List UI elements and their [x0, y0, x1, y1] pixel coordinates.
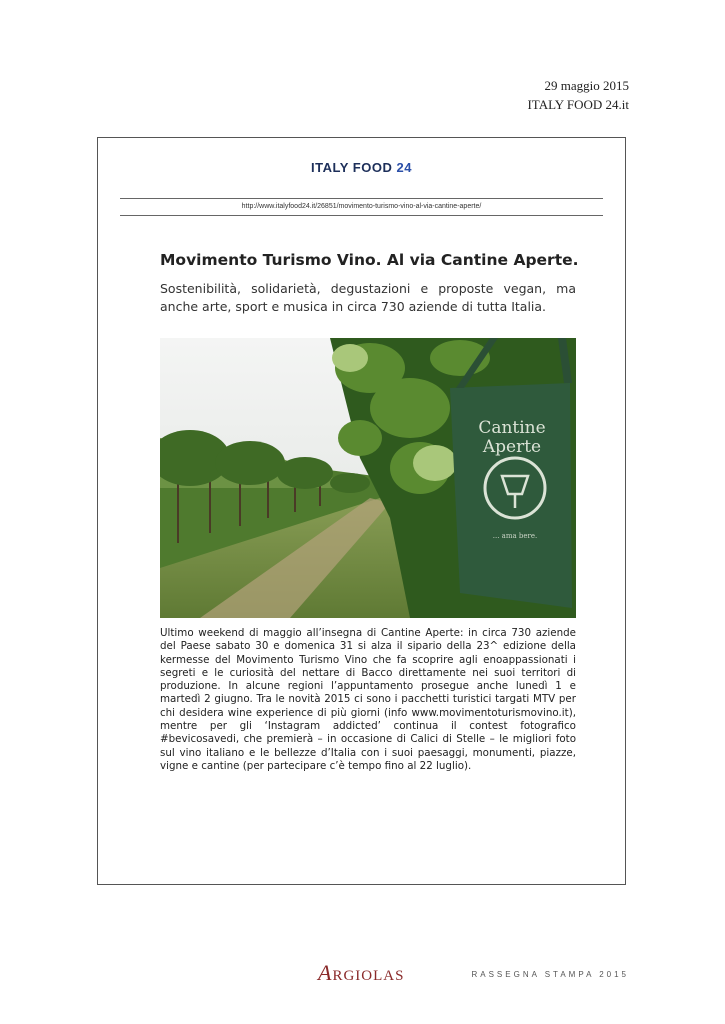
- vineyard-photo: [160, 338, 576, 618]
- publication-date: 29 maggio 2015: [544, 78, 629, 93]
- url-rule: [120, 215, 603, 216]
- clipping-meta: [527, 76, 629, 114]
- article-url: http://www.italyfood24.it/26851/movimento-turismo-vino-al-via-cantine-aperte/: [241, 203, 482, 210]
- top-rule: [120, 198, 603, 199]
- bag-text-line1: Cantine: [478, 418, 546, 438]
- article-headline: Movimento Turismo Vino. Al via Cantine Aperte.: [160, 251, 579, 269]
- brand-initial: A: [318, 960, 333, 985]
- bag-text-line2: Aperte: [482, 437, 542, 457]
- rassegna-stampa-label: RASSEGNA STAMPA 2015: [471, 970, 629, 979]
- bag-tagline: ... ama bere.: [492, 532, 538, 540]
- publication-source: ITALY FOOD 24.it: [527, 97, 629, 112]
- vineyard-illustration: [160, 338, 576, 618]
- clipping-frame: [97, 137, 626, 885]
- logo-number: 24: [396, 160, 412, 175]
- brand-rest: RGIOLAS: [332, 968, 405, 984]
- article-body: Ultimo weekend di maggio all’insegna di Cantine Aperte: in circa 730 aziende del Paese sabato 30 e domenica 31 si alza il sipario della 23^ edizione della kermesse del Movimento Turismo Vino che fa scoprire agli enoappassionati i segreti e le curiosità del nettare di Bacco direttamente nei suoi territori di produzione. In alcune regioni l’appuntamento prosegue anche lunedì 1 e martedì 2 giugno. Tra le novità 2015 ci sono i pacchetti turistici targati MTV per chi desidera wine experience di più giorni (info www.movimentoturismovino.it), mentre per gli ‘Instagram addicted’ continua il contest fotografico #bevicosavedi, che premierà – in occasione di Calici di Stelle – le migliori foto sul vino italiano e le bellezze d’Italia con i suoi paesaggi, monumenti, piazze, vigne e cantine (per partecipare c’è tempo fino al 22 luglio).: [160, 627, 576, 772]
- italy-food-logo: [98, 160, 625, 175]
- article-subhead: Sostenibilità, solidarietà, degustazioni e proposte vegan, ma anche arte, sport e musica in circa 730 aziende di tutta Italia.: [160, 281, 576, 314]
- logo-text: ITALY FOOD: [311, 160, 393, 175]
- argiolas-logo: [318, 960, 404, 986]
